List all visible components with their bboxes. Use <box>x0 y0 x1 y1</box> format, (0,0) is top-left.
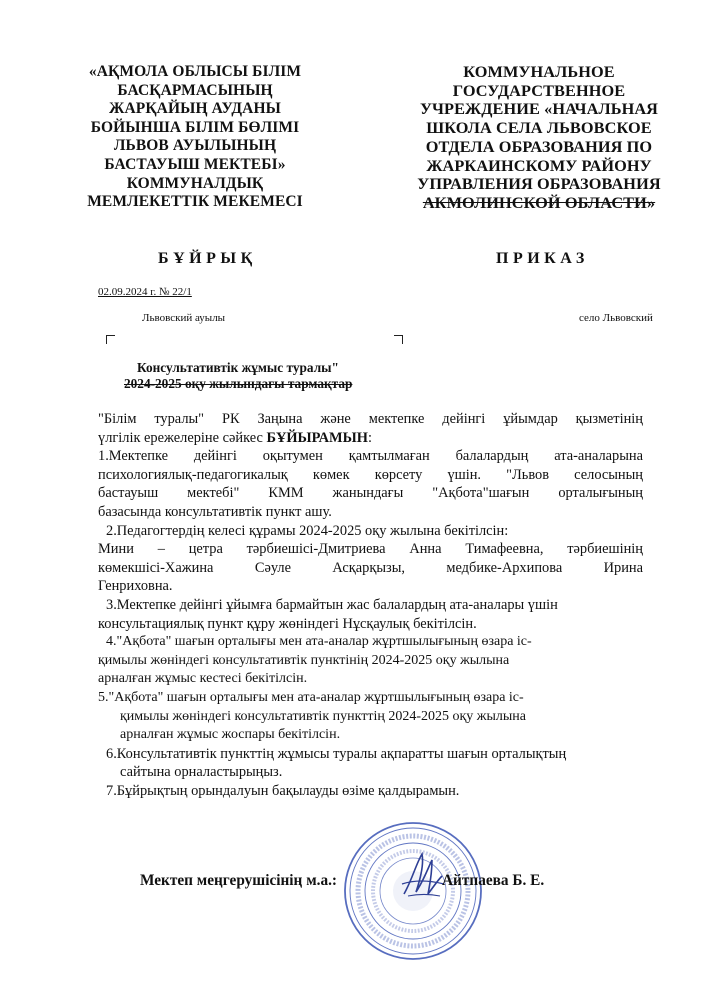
corner-mark-right <box>394 335 403 344</box>
header-left <box>70 63 320 212</box>
header-left-line: «АҚМОЛА ОБЛЫСЫ БІЛІМ <box>88 63 302 80</box>
header-left-line: БАСТАУЫШ МЕКТЕБІ» <box>104 155 286 173</box>
item-2-line: көмекшісі-Хажина Сәуле Асқарқызы, медбике-Архипова Ирина <box>98 559 643 576</box>
item-2-line: 2.Педагогтердің келесі құрамы 2024-2025 оқу жылына бекітілсін: <box>106 522 509 539</box>
item-3-line: 3.Мектепке дейінгі ұйымға бармайтын жас балалардың ата-аналары үшін <box>106 596 558 613</box>
header-right-line: ГОСУДАРСТВЕННОЕ <box>452 80 626 100</box>
item-4-line: 4."Ақбота" шағын орталығы мен ата-аналар жұртшылығының өзара іс- <box>106 634 532 650</box>
order-body <box>98 410 643 800</box>
item-4-line: қимылы жөніндегі консультативтік пунктінің 2024-2025 оқу жылына <box>98 652 510 668</box>
header-left-line: КОММУНАЛДЫҚ <box>126 174 264 192</box>
item-5-line: 5."Ақбота" шағын орталығы мен ата-аналар жұртшылығының өзара іс- <box>98 689 524 705</box>
title-kazakh: БҰЙРЫҚ <box>158 250 257 267</box>
header-left-line: ЛЬВОВ АУЫЛЫНЫҢ <box>113 137 277 155</box>
item-2-line: Генриховна. <box>98 578 173 595</box>
item-7-line: 7.Бұйрықтың орындалуын бақылауды өзіме қалдырамын. <box>106 782 460 799</box>
order-word: БҰЙЫРАМЫН <box>266 429 368 446</box>
title-russian: ПРИКАЗ <box>496 250 589 267</box>
item-1-line: бастауыш мектебі" КММ жанындағы "Ақбота"шағын орталығының <box>98 485 643 502</box>
header-right-line: ШКОЛА СЕЛА ЛЬВОВСКОЕ <box>426 118 652 138</box>
footer-position: Мектеп меңгерушісінің м.а.: <box>140 872 338 889</box>
item-5-line: арналған жұмыс жоспары бекітілсін. <box>120 727 341 743</box>
item-3-line: консультациялық пункт құру жөніндегі Нұсқаулық бекітілсін. <box>98 615 477 632</box>
corner-mark-left <box>106 335 115 344</box>
subject-line-2: 2024-2025 оқу жылындағы тармақтар <box>124 376 353 391</box>
intro-text: үлгілік ережелеріне сәйкес <box>98 429 267 446</box>
header-right-line: КОММУНАЛЬНОЕ <box>463 62 615 81</box>
place-left: Львовский ауылы <box>142 312 226 324</box>
footer-signer-name: Айтпаева Б. Е. <box>442 872 545 889</box>
item-6-line: 6.Консультативтік пункттің жұмысы туралы ақпаратты шағын орталықтың <box>106 745 567 762</box>
item-5-line: қимылы жөніндегі консультативтік пункттің 2024-2025 оқу жылына <box>120 708 526 724</box>
intro-colon: : <box>367 429 372 446</box>
date-number <box>98 286 192 298</box>
item-1-line: 1.Мектепке дейінгі оқытумен қамтылмаған балалардың ата-аналарына <box>98 448 643 465</box>
header-right-line: АКМОЛИНСКОЙ ОБЛАСТИ» <box>422 192 656 212</box>
header-right-line: ОТДЕЛА ОБРАЗОВАНИЯ ПО <box>425 136 653 156</box>
item-6-line: сайтына орналастырыңыз. <box>120 764 283 781</box>
intro-line <box>98 429 643 448</box>
item-1-line: психологиялық-педагогикалық көмек көрсету үшін. "Львов селосының <box>98 466 643 483</box>
header-left-line: БОЙЫНША БІЛІМ БӨЛІМІ <box>90 118 300 136</box>
item-4-line: арналған жұмыс кестесі бекітілсін. <box>98 671 308 687</box>
date-number-text: 02.09.2024 г. № 22/1 <box>98 286 192 298</box>
header-right-line: ЖАРКАИНСКОМУ РАЙОНУ <box>426 155 652 175</box>
item-1-line: базасында консультативтік пункт ашу. <box>98 503 332 520</box>
header-left-line: БАСҚАРМАСЫНЫҢ <box>117 81 273 99</box>
subject-heading <box>0 360 420 392</box>
item-2-line: Мини – цетра тәрбиешісі-Дмитриева Анна Тимафеевна, тәрбиешінің <box>98 541 643 558</box>
intro-line: "Білім туралы" РК Заңына және мектепке дейінгі ұйымдар қызметінің <box>98 411 643 427</box>
header-right-line: УПРАВЛЕНИЯ ОБРАЗОВАНИЯ <box>417 174 661 194</box>
header-left-line: МЕМЛЕКЕТТІК МЕКЕМЕСІ <box>87 193 303 211</box>
header-right <box>405 63 673 213</box>
header-left-line: ЖАРҚАЙЫҢ АУДАНЫ <box>109 100 281 118</box>
subject-line-1: Консультативтік жұмыс туралы" <box>137 360 339 375</box>
header-right-line: УЧРЕЖДЕНИЕ «НАЧАЛЬНАЯ <box>419 99 659 119</box>
place-right: село Львовский <box>579 312 653 324</box>
handwritten-signature-icon <box>398 850 446 900</box>
